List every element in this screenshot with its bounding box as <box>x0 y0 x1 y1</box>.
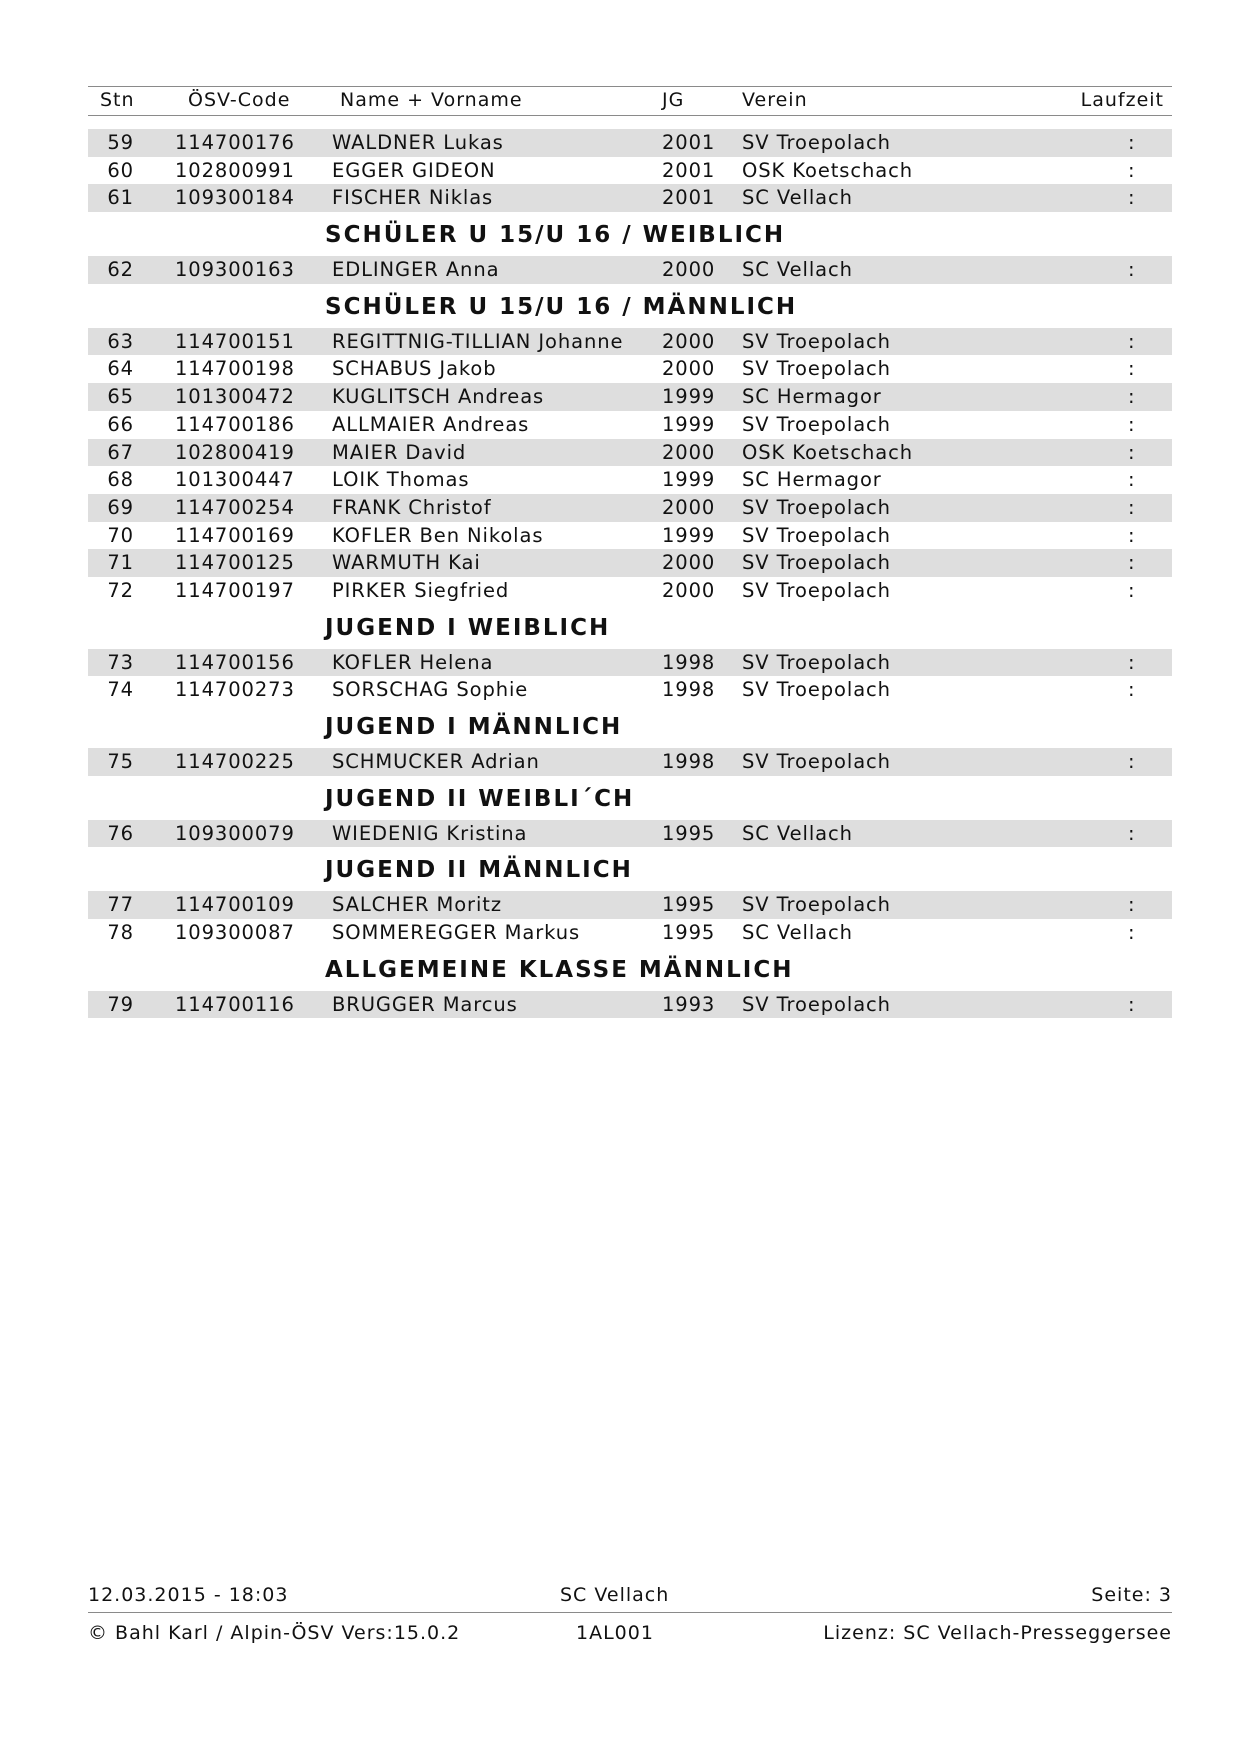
cell-code: 114700151 <box>175 329 295 353</box>
cell-laufzeit: : <box>1128 440 1136 464</box>
cell-name: SOMMEREGGER Markus <box>332 921 581 945</box>
table-row <box>88 891 1172 919</box>
column-jg: JG <box>662 89 685 111</box>
cell-jg: 1995 <box>662 821 716 845</box>
table-row <box>88 676 1172 704</box>
category-heading <box>88 212 1172 256</box>
cell-stn: 67 <box>107 440 134 464</box>
table-row <box>88 383 1172 411</box>
cell-verein: SV Troepolach <box>742 678 891 702</box>
cell-jg: 1999 <box>662 385 716 409</box>
cell-stn: 63 <box>107 329 134 353</box>
cell-stn: 65 <box>107 385 134 409</box>
cell-stn: 64 <box>107 357 134 381</box>
category-heading <box>88 847 1172 891</box>
cell-laufzeit: : <box>1128 258 1136 282</box>
cell-laufzeit: : <box>1128 750 1136 773</box>
cell-laufzeit: : <box>1128 551 1136 575</box>
cell-laufzeit: : <box>1128 992 1136 1016</box>
table-row <box>88 494 1172 522</box>
cell-code: 114700254 <box>175 495 295 519</box>
cell-verein: SC Vellach <box>742 186 853 210</box>
cell-name: LOIK Thomas <box>332 468 470 492</box>
cell-code: 101300472 <box>175 385 295 409</box>
cell-code: 109300184 <box>175 186 295 210</box>
cell-verein: SV Troepolach <box>742 578 891 602</box>
cell-jg: 1999 <box>662 412 716 436</box>
cell-code: 109300087 <box>175 921 295 945</box>
cell-code: 101300447 <box>175 468 295 492</box>
cell-name: EGGER GIDEON <box>332 158 496 182</box>
table-row <box>88 355 1172 383</box>
column-name: Name + Vorname <box>340 89 523 111</box>
table-row <box>88 439 1172 467</box>
table-row <box>88 522 1172 550</box>
cell-stn: 62 <box>107 258 134 282</box>
category-title: SCHÜLER U 15/U 16 / WEIBLICH <box>325 222 786 249</box>
category-title: JUGEND II WEIBLI´CH <box>325 785 635 812</box>
table-row <box>88 466 1172 494</box>
footer-club: SC Vellach <box>560 1584 670 1606</box>
cell-name: EDLINGER Anna <box>332 258 500 282</box>
cell-code: 114700273 <box>175 678 295 702</box>
cell-laufzeit: : <box>1128 468 1136 492</box>
cell-verein: SC Vellach <box>742 821 853 845</box>
cell-verein: SV Troepolach <box>742 131 891 154</box>
footer-datetime: 12.03.2015 - 18:03 <box>88 1584 289 1606</box>
footer-page: Seite: 3 <box>1091 1584 1172 1606</box>
cell-verein: SV Troepolach <box>742 893 891 917</box>
cell-stn: 59 <box>107 131 134 154</box>
cell-code: 114700186 <box>175 412 295 436</box>
cell-verein: SC Vellach <box>742 921 853 945</box>
cell-name: SCHABUS Jakob <box>332 357 497 381</box>
cell-name: KUGLITSCH Andreas <box>332 385 545 409</box>
cell-stn: 77 <box>107 893 134 917</box>
cell-jg: 1999 <box>662 523 716 547</box>
table-row <box>88 411 1172 439</box>
footer-bottom <box>88 1622 1172 1650</box>
cell-name: FRANK Christof <box>332 495 492 519</box>
cell-stn: 72 <box>107 578 134 602</box>
cell-code: 114700116 <box>175 992 295 1016</box>
cell-name: KOFLER Ben Nikolas <box>332 523 544 547</box>
cell-laufzeit: : <box>1128 523 1136 547</box>
footer-top <box>88 1584 1172 1613</box>
start-list <box>88 129 1172 1018</box>
cell-jg: 2001 <box>662 131 716 154</box>
table-row <box>88 256 1172 284</box>
cell-stn: 66 <box>107 412 134 436</box>
cell-laufzeit: : <box>1128 821 1136 845</box>
cell-code: 114700169 <box>175 523 295 547</box>
cell-verein: SV Troepolach <box>742 750 891 773</box>
cell-code: 114700109 <box>175 893 295 917</box>
cell-stn: 68 <box>107 468 134 492</box>
category-heading <box>88 284 1172 328</box>
footer-license: Lizenz: SC Vellach-Presseggersee <box>823 1622 1172 1644</box>
category-title: JUGEND I MÄNNLICH <box>325 714 623 740</box>
column-code: ÖSV-Code <box>188 89 291 111</box>
cell-code: 109300079 <box>175 821 295 845</box>
cell-jg: 2001 <box>662 158 716 182</box>
cell-jg: 2000 <box>662 578 716 602</box>
cell-code: 114700225 <box>175 750 295 773</box>
cell-stn: 79 <box>107 992 134 1016</box>
footer-copyright: © Bahl Karl / Alpin-ÖSV Vers:15.0.2 <box>88 1622 461 1644</box>
cell-verein: SV Troepolach <box>742 329 891 353</box>
cell-code: 114700198 <box>175 357 295 381</box>
category-heading <box>88 605 1172 649</box>
cell-laufzeit: : <box>1128 495 1136 519</box>
cell-verein: SC Vellach <box>742 258 853 282</box>
cell-jg: 2001 <box>662 186 716 210</box>
cell-jg: 1993 <box>662 992 716 1016</box>
cell-jg: 2000 <box>662 551 716 575</box>
table-row <box>88 549 1172 577</box>
cell-code: 102800991 <box>175 158 295 182</box>
cell-verein: SV Troepolach <box>742 551 891 575</box>
table-row <box>88 919 1172 947</box>
cell-laufzeit: : <box>1128 678 1136 702</box>
table-row <box>88 748 1172 776</box>
cell-code: 114700176 <box>175 131 295 154</box>
table-row <box>88 157 1172 185</box>
cell-code: 114700156 <box>175 650 295 674</box>
cell-name: ALLMAIER Andreas <box>332 412 530 436</box>
column-stn: Stn <box>100 89 135 111</box>
category-title: JUGEND I WEIBLICH <box>325 614 611 641</box>
cell-jg: 1998 <box>662 750 716 773</box>
category-title: JUGEND II MÄNNLICH <box>325 857 633 884</box>
cell-verein: SV Troepolach <box>742 357 891 381</box>
cell-jg: 2000 <box>662 329 716 353</box>
cell-name: KOFLER Helena <box>332 650 494 674</box>
cell-stn: 69 <box>107 495 134 519</box>
cell-verein: SV Troepolach <box>742 650 891 674</box>
table-row <box>88 649 1172 677</box>
cell-jg: 1995 <box>662 893 716 917</box>
column-verein: Verein <box>742 89 808 111</box>
cell-name: SORSCHAG Sophie <box>332 678 529 702</box>
category-heading <box>88 947 1172 991</box>
cell-jg: 2000 <box>662 495 716 519</box>
cell-laufzeit: : <box>1128 385 1136 409</box>
category-title: SCHÜLER U 15/U 16 / MÄNNLICH <box>325 293 798 320</box>
cell-laufzeit: : <box>1128 158 1136 182</box>
cell-jg: 2000 <box>662 258 716 282</box>
cell-name: FISCHER Niklas <box>332 186 494 210</box>
cell-name: BRUGGER Marcus <box>332 992 518 1016</box>
table-row <box>88 577 1172 605</box>
cell-jg: 1999 <box>662 468 716 492</box>
start-list-page <box>88 86 1172 1018</box>
cell-verein: SV Troepolach <box>742 412 891 436</box>
cell-laufzeit: : <box>1128 131 1136 154</box>
cell-laufzeit: : <box>1128 412 1136 436</box>
cell-laufzeit: : <box>1128 578 1136 602</box>
cell-jg: 1995 <box>662 921 716 945</box>
category-heading <box>88 704 1172 748</box>
cell-code: 114700197 <box>175 578 295 602</box>
cell-stn: 76 <box>107 821 134 845</box>
cell-jg: 1998 <box>662 650 716 674</box>
category-heading <box>88 776 1172 820</box>
cell-jg: 2000 <box>662 357 716 381</box>
cell-verein: OSK Koetschach <box>742 158 913 182</box>
cell-name: SALCHER Moritz <box>332 893 502 917</box>
cell-name: PIRKER Siegfried <box>332 578 510 602</box>
cell-verein: SV Troepolach <box>742 495 891 519</box>
cell-code: 114700125 <box>175 551 295 575</box>
column-header <box>88 86 1172 116</box>
cell-jg: 2000 <box>662 440 716 464</box>
table-row <box>88 328 1172 356</box>
cell-name: WIEDENIG Kristina <box>332 821 528 845</box>
cell-verein: SV Troepolach <box>742 523 891 547</box>
table-row <box>88 991 1172 1019</box>
cell-verein: OSK Koetschach <box>742 440 913 464</box>
cell-code: 102800419 <box>175 440 295 464</box>
cell-stn: 71 <box>107 551 134 575</box>
cell-stn: 78 <box>107 921 134 945</box>
cell-name: MAIER David <box>332 440 467 464</box>
cell-stn: 61 <box>107 186 134 210</box>
cell-stn: 70 <box>107 523 134 547</box>
cell-laufzeit: : <box>1128 893 1136 917</box>
cell-name: WARMUTH Kai <box>332 551 481 575</box>
cell-name: REGITTNIG-TILLIAN Johanne <box>332 329 624 353</box>
cell-laufzeit: : <box>1128 329 1136 353</box>
cell-jg: 1998 <box>662 678 716 702</box>
cell-laufzeit: : <box>1128 921 1136 945</box>
column-laufzeit: Laufzeit <box>1080 89 1164 111</box>
cell-laufzeit: : <box>1128 186 1136 210</box>
table-row <box>88 184 1172 212</box>
cell-stn: 60 <box>107 158 134 182</box>
cell-name: WALDNER Lukas <box>332 131 504 154</box>
cell-code: 109300163 <box>175 258 295 282</box>
cell-verein: SC Hermagor <box>742 385 882 409</box>
table-row <box>88 820 1172 848</box>
cell-name: SCHMUCKER Adrian <box>332 750 540 773</box>
footer-code: 1AL001 <box>576 1622 654 1644</box>
cell-laufzeit: : <box>1128 650 1136 674</box>
cell-verein: SV Troepolach <box>742 992 891 1016</box>
cell-laufzeit: : <box>1128 357 1136 381</box>
category-title: ALLGEMEINE KLASSE MÄNNLICH <box>325 956 794 983</box>
cell-stn: 75 <box>107 750 134 773</box>
cell-verein: SC Hermagor <box>742 468 882 492</box>
cell-stn: 74 <box>107 678 134 702</box>
table-row <box>88 129 1172 157</box>
cell-stn: 73 <box>107 650 134 674</box>
